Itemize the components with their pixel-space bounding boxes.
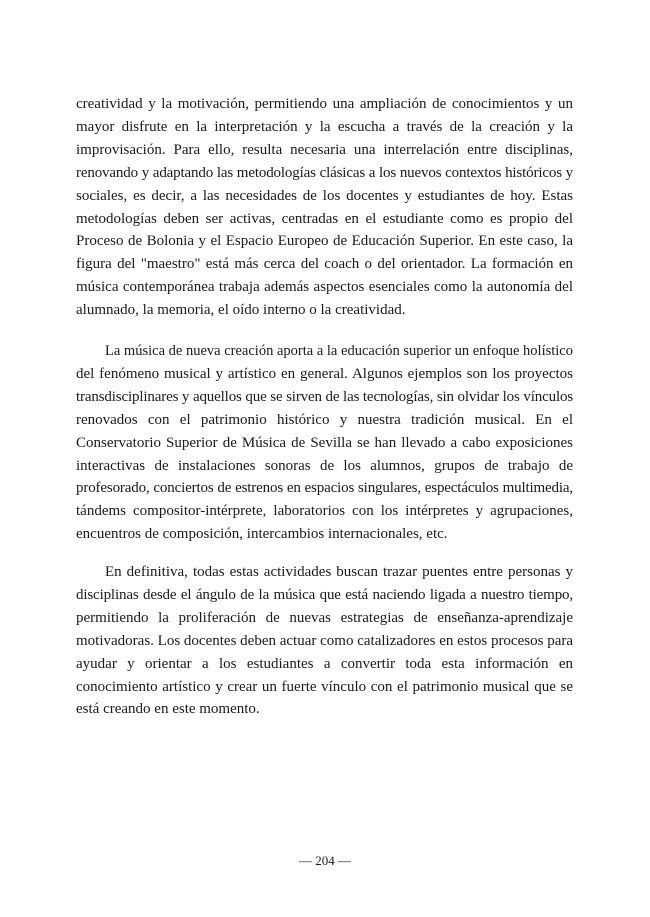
- paragraph-line: La música de nueva creación aporta a la educación superior un enfoque holístico: [105, 343, 573, 359]
- paragraph-line: figura del "maestro" está más cerca del coach o del orientador. La formación en: [76, 256, 573, 273]
- paragraph-line: alumnado, la memoria, el oído interno o la creatividad.: [76, 302, 406, 319]
- paragraph-line: música contemporánea trabaja además aspectos esenciales como la autonomía del: [76, 279, 573, 296]
- paragraph-line: motivadoras. Los docentes deben actuar como catalizadores en estos procesos para: [76, 632, 573, 649]
- paragraph-line: profesorado, conciertos de estrenos en espacios singulares, espectáculos multimedia,: [76, 480, 573, 497]
- paragraph-line: del fenómeno musical y artístico en general. Algunos ejemplos son los proyectos: [76, 365, 573, 382]
- paragraph-line: tándems compositor-intérprete, laboratorios con los intérpretes y agrupaciones,: [76, 503, 573, 520]
- paragraph-line: encuentros de composición, intercambios internacionales, etc.: [76, 526, 448, 543]
- paragraph-line: renovados con el patrimonio histórico y nuestra tradición musical. En el: [76, 411, 573, 428]
- paragraph-line: transdisciplinares y aquellos que se sirven de las tecnologías, sin olvidar los vínculos: [76, 388, 573, 405]
- paragraph-2: [76, 340, 573, 546]
- page-number: — 204 —: [299, 853, 351, 868]
- paragraph-1: [76, 93, 573, 322]
- paragraph-3: [76, 561, 573, 721]
- paragraph-line: ayudar y orientar a los estudiantes a convertir toda esta información en: [76, 655, 573, 672]
- paragraph-line: improvisación. Para ello, resulta necesaria una interrelación entre disciplinas,: [76, 141, 573, 158]
- paragraph-line: renovando y adaptando las metodologías clásicas a los nuevos contextos históricos y: [76, 164, 573, 181]
- paragraph-line: Proceso de Bolonia y el Espacio Europeo de Educación Superior. En este caso, la: [76, 233, 573, 250]
- paragraph-line: metodologías deben ser activas, centradas en el estudiante como es propio del: [76, 210, 573, 227]
- paragraph-line: disciplinas desde el ángulo de la música que está naciendo ligada a nuestro tiempo,: [76, 586, 573, 603]
- paragraph-line: creatividad y la motivación, permitiendo una ampliación de conocimientos y un: [76, 96, 573, 112]
- paragraph-line: mayor disfrute en la interpretación y la escucha a través de la creación y la: [76, 118, 573, 135]
- paragraph-line: interactivas de instalaciones sonoras de los alumnos, grupos de trabajo de: [76, 457, 573, 474]
- paragraph-line: permitiendo la proliferación de nuevas estrategias de enseñanza-aprendizaje: [76, 609, 573, 626]
- paragraph-line: En definitiva, todas estas actividades buscan trazar puentes entre personas y: [105, 564, 573, 580]
- paragraph-line: sociales, es decir, a las necesidades de los docentes y estudiantes de hoy. Estas: [76, 187, 573, 204]
- paragraph-line: conocimiento artístico y crear un fuerte vínculo con el patrimonio musical que se: [76, 678, 573, 695]
- paragraph-line: está creando en este momento.: [76, 701, 260, 718]
- paragraph-line: Conservatorio Superior de Música de Sevilla se han llevado a cabo exposiciones: [76, 434, 573, 451]
